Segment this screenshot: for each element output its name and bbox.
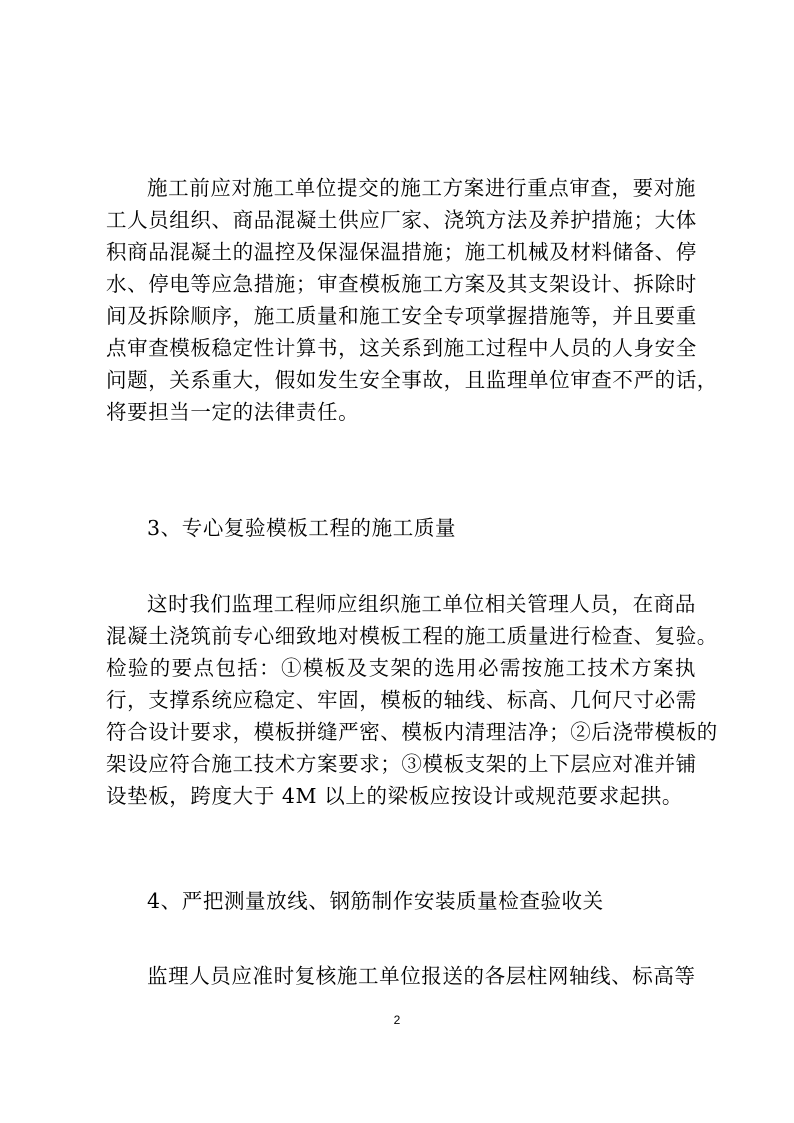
text-line: 符合设计要求，模板拼缝严密、模板内清理洁净；②后浇带模板的 [106, 720, 718, 744]
page-number: 2 [393, 1013, 401, 1027]
text-line: 设垫板，跨度大于 4M 以上的梁板应按设计或规范要求起拱。 [106, 784, 683, 808]
text-line: 架设应符合施工技术方案要求；③模板支架的上下层应对准并铺 [106, 752, 697, 776]
paragraph-construction-plan-review [106, 172, 718, 428]
text-line: 问题，关系重大，假如发生安全事故，且监理单位审查不严的话， [106, 368, 718, 392]
text-line: 点审查模板稳定性计算书，这关系到施工过程中人员的人身安全 [106, 336, 697, 360]
paragraph-formwork-inspection [106, 588, 718, 812]
text-line: 水、停电等应急措施；审查模板施工方案及其支架设计、拆除时 [106, 272, 697, 296]
text-line: 施工前应对施工单位提交的施工方案进行重点审查，要对施 [147, 176, 696, 200]
section-heading-3: 3、专心复验模板工程的施工质量 [147, 516, 457, 540]
text-line: 这时我们监理工程师应组织施工单位相关管理人员，在商品 [147, 592, 696, 616]
text-line: 间及拆除顺序，施工质量和施工安全专项掌握措施等，并且要重 [106, 304, 697, 328]
text-line: 工人员组织、商品混凝土供应厂家、浇筑方法及养护措施；大体 [106, 208, 697, 232]
paragraph-survey-review [106, 960, 696, 992]
text-line: 监理人员应准时复核施工单位报送的各层柱网轴线、标高等 [147, 964, 696, 988]
section-heading-4: 4、严把测量放线、钢筋制作安装质量检查验收关 [147, 889, 604, 913]
text-line: 行，支撑系统应稳定、牢固，模板的轴线、标高、几何尺寸必需 [106, 688, 697, 712]
text-line: 将要担当一定的法律责任。 [106, 400, 360, 424]
text-line: 混凝土浇筑前专心细致地对模板工程的施工质量进行检查、复验。 [106, 624, 718, 648]
text-line: 积商品混凝土的温控及保湿保温措施；施工机械及材料储备、停 [106, 240, 697, 264]
text-line: 检验的要点包括：①模板及支架的选用必需按施工技术方案执 [106, 656, 696, 680]
